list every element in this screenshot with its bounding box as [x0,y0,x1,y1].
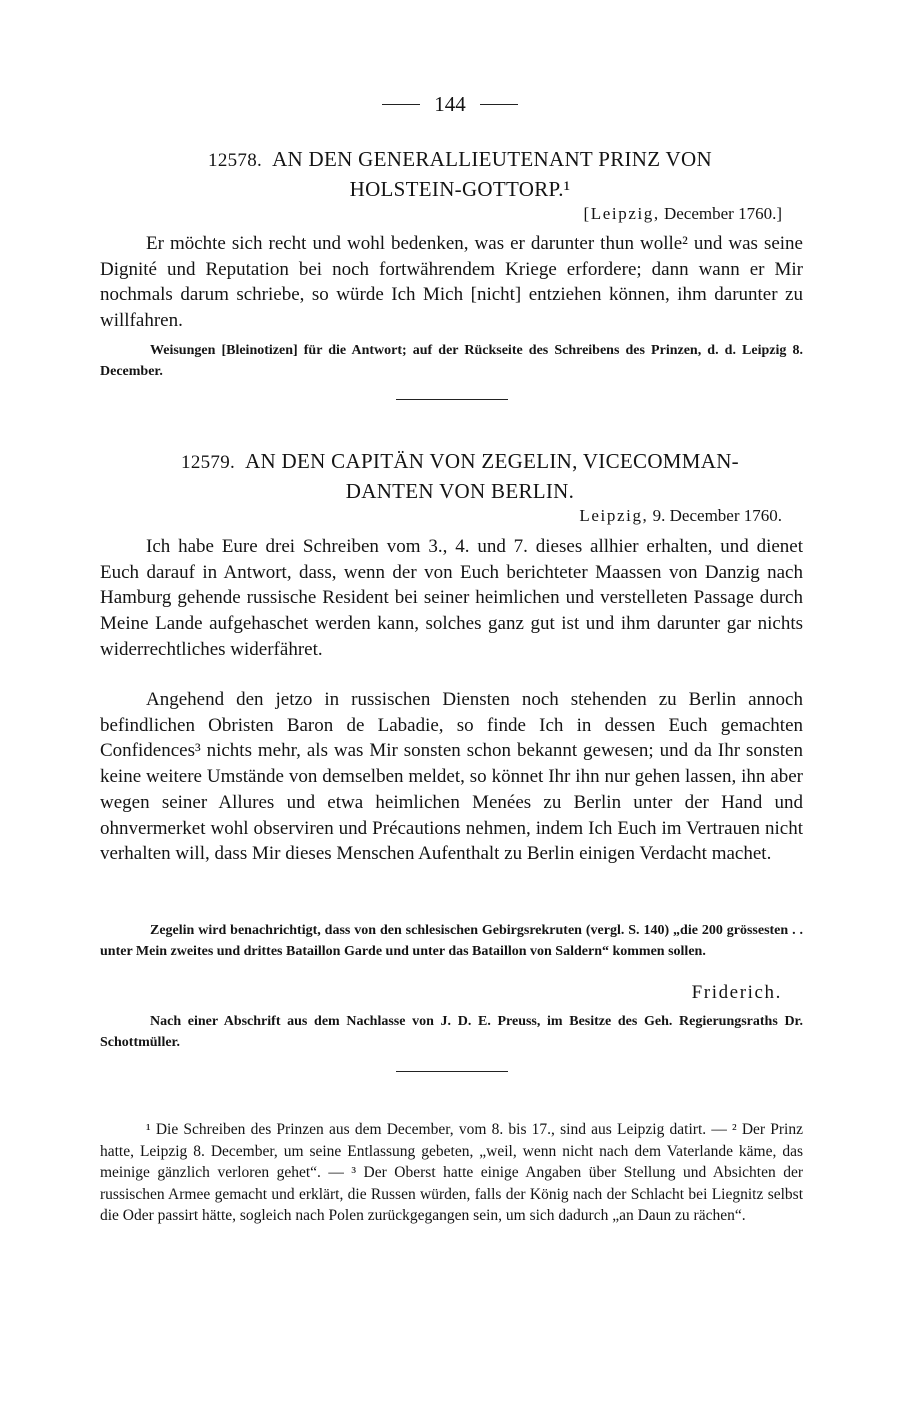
dateline-place: [Leipzig, [583,204,660,223]
letter-title-line1: AN DEN CAPITÄN VON ZEGELIN, VICECOMMAN- [245,449,739,473]
dateline-date: 9. December 1760. [652,506,782,525]
letter-12578-note: Weisungen [Bleinotizen] für die Antwort; auf der Rückseite des Schreibens des Prinzen, d. d. Leipzig 8. December. [100,343,803,379]
letter-12579-paragraph-1: Ich habe Eure drei Schreiben vom 3., 4. und 7. dieses allhier erhalten, und dienet Euch darauf in Antwort, dass, wenn der von Euch berichteter Maassen von Danzig nach Hamburg gehende russische Resident bei seiner heimlichen und verstelleten Passage durch Meine Lande aufgehaschet werden kann, solches ganz gut ist und ihm darunter gar nichts widerrechtliches widerfähret. [100,536,803,660]
header-rule-left [382,104,420,105]
letter-title-line1: AN DEN GENERALLIEUTENANT PRINZ VON [272,147,712,171]
letter-12579-heading [120,447,800,506]
footnote-separator [396,1071,508,1072]
letter-12578-text: Er möchte sich recht und wohl bedenken, was er darunter thun wolle² und was seine Dignité und Reputation bei noch fortwährendem Kriege erfordere; dann wann er Mir nochmals darum schriebe, so würde Ich Mich [nicht] entziehen können, ihm darunter zu willfahren. [100,233,803,332]
page-header [0,92,900,117]
letter-12579-paragraph-2: Angehend den jetzo in russischen Diensten noch stehenden zu Berlin annoch befindlichen Obristen Baron de Labadie, so finde Ich in dessen Euch gemachten Confidences³ nichts mehr, als was Mir sonsten schon bekannt gewesen; und da Ihr sonsten keine weitere Umstände von demselben meldet, so könnet Ihr ihn nur gehen lassen, ihn aber wegen seiner Allures und etwa heimlichen Menées zu Berlin unter der Hand und ohnvermerket wohl observiren und Précautions nehmen, indem Ich Euch im Vertrauen nicht verhalten will, dass Mir dieses Menschen Aufenthalt zu Berlin einigen Verdacht machet. [100,689,803,865]
letter-12579-source-note: Nach einer Abschrift aus dem Nachlasse von J. D. E. Preuss, im Besitze des Geh. Regierungsraths Dr. Schottmüller. [100,1014,803,1050]
header-rule-right [480,104,518,105]
letter-12579-dateline [579,505,782,527]
letter-number: 12578. [208,150,263,171]
dateline-place: Leipzig, [579,506,649,525]
page-number: 144 [434,92,466,116]
letter-title-line2: HOLSTEIN-GOTTORP.¹ [349,177,571,201]
letter-title-line2: DANTEN VON BERLIN. [345,479,575,503]
letter-12578-heading [120,145,800,204]
letter-12579-note: Zegelin wird benachrichtigt, dass von den schlesischen Gebirgsrekruten (vergl. S. 140) „die 200 grössesten . . unter Mein zweites und drittes Bataillon Garde und unter das Bataillon von Saldern“ kommen sollen. [100,923,803,959]
letter-12578-dateline [584,203,783,225]
footnotes: ¹ Die Schreiben des Prinzen aus dem December, vom 8. bis 17., sind aus Leipzig datirt. — ² Der Prinz hatte, Leipzig 8. December, um seine Entlassung gebeten, „weil, wenn nicht nach dem Vaterlande käme, das meinige gänzlich verloren gehet“. — ³ Der Oberst hatte einige Angaben über Stellung und Absichten der russischen Armee gemacht und erklärt, die Russen würden, falls der König nach der Schlacht bei Liegnitz selbst die Oder passirt hätte, sogleich nach Polen zurückgegangen sein, um sich dadurch „an Daun zu rächen“. [100,1121,803,1225]
dateline-date: December 1760.] [663,204,782,223]
section-separator [396,399,508,400]
letter-number: 12579. [181,452,236,473]
signature: Friderich. [691,982,782,1003]
